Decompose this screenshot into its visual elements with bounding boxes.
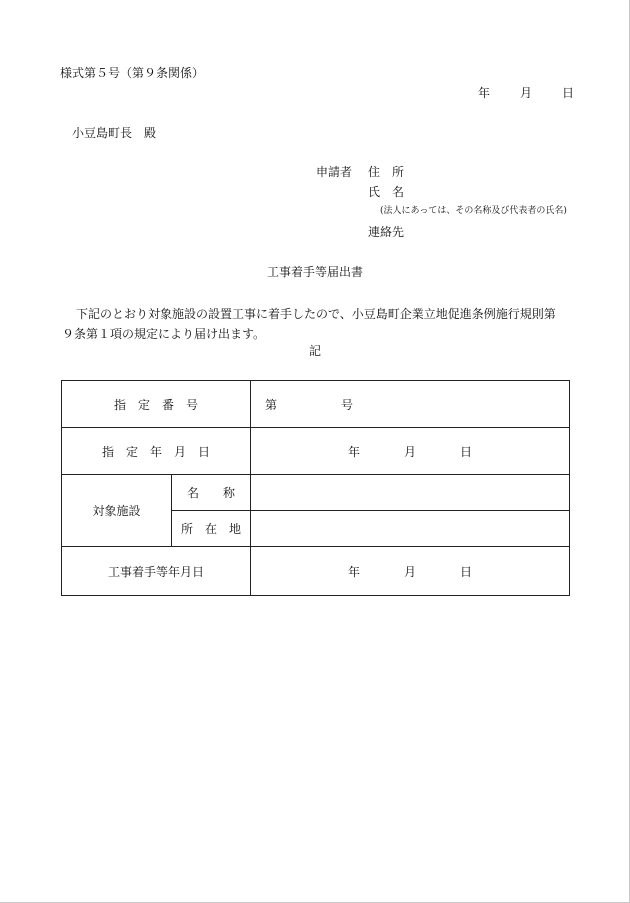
designation-number-prefix: 第: [265, 397, 278, 412]
facility-location-label: 所 在 地: [172, 511, 251, 547]
designation-date-value: [251, 428, 570, 475]
table-row-facility-name: [62, 475, 570, 511]
construction-start-label: 工事着手等年月日: [62, 547, 251, 596]
facility-name-value: [251, 475, 570, 511]
facility-location-value: [251, 511, 570, 547]
designation-number-suffix: 号: [341, 397, 354, 412]
designation-number-value: [251, 381, 570, 428]
applicant-contact-label: 連絡先: [368, 225, 405, 239]
table-row-designation-date: [62, 428, 570, 475]
table-row-designation-number: [62, 381, 570, 428]
construction-start-value: [251, 547, 570, 596]
facility-name-label: 名 称: [172, 475, 251, 511]
corporation-note: (法人にあっては、その名称及び代表者の氏名): [380, 206, 567, 216]
designation-date-label: 指 定 年 月 日: [62, 428, 251, 475]
ki-heading: 記: [308, 344, 321, 358]
designation-date-year: 年: [347, 444, 360, 459]
facility-label: 対象施設: [62, 475, 172, 547]
applicant-name-label: 氏 名: [368, 185, 405, 199]
applicant-address-label: 住 所: [368, 165, 405, 179]
designation-date-day: 日: [460, 444, 473, 459]
addressee: 小豆島町長 殿: [72, 126, 157, 140]
body-text: 下記のとおり対象施設の設置工事に着手したので、小豆島町企業立地促進条例施行規則第９条第１項の規定により届け出ます。: [62, 307, 556, 341]
date-day-label: 日: [562, 86, 575, 100]
form-number: 様式第５号（第９条関係）: [60, 66, 205, 80]
submission-date: [478, 87, 574, 99]
construction-start-day: 日: [460, 564, 473, 579]
form-table: [61, 380, 570, 596]
designation-number-label: 指 定 番 号: [62, 381, 251, 428]
document-title: 工事着手等届出書: [266, 265, 363, 279]
construction-start-year: 年: [347, 564, 360, 579]
date-year-label: 年: [478, 86, 491, 100]
table-row-construction-start: [62, 547, 570, 596]
applicant-label: 申請者: [316, 165, 353, 179]
date-month-label: 月: [520, 86, 533, 100]
construction-start-month: 月: [404, 564, 417, 579]
designation-date-month: 月: [404, 444, 417, 459]
